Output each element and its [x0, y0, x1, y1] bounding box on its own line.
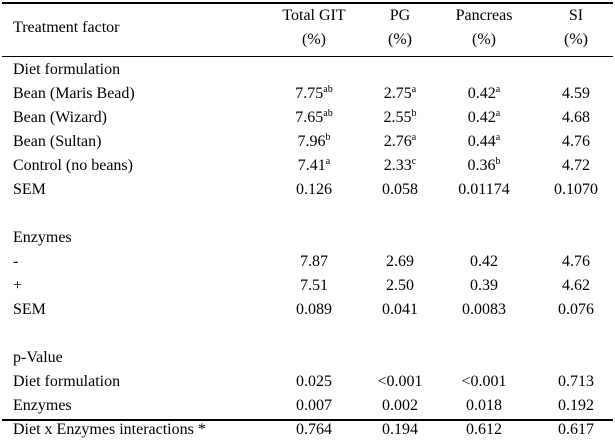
row-label: -: [13, 253, 19, 270]
header-total-git-name: Total GIT: [282, 7, 346, 24]
cell-superscript: a: [495, 84, 501, 95]
cell-value: 0.076: [558, 301, 594, 318]
table-cell: [526, 178, 615, 202]
table-cell: [264, 370, 364, 394]
cell-value: 0.192: [558, 397, 594, 414]
table-cell: [526, 154, 615, 178]
cell-value: 7.65: [295, 109, 324, 126]
header-total-git-unit: (%): [302, 31, 326, 48]
cell-value: 4.68: [562, 109, 590, 126]
header-si-unit: (%): [564, 31, 588, 48]
table-cell: [526, 394, 615, 418]
row-label: Diet x Enzymes interactions *: [13, 421, 206, 438]
table-cell: [264, 130, 364, 154]
cell-value: 7.96: [297, 133, 326, 150]
cell-value: 4.59: [562, 85, 590, 102]
cell-value: 0.42: [467, 109, 496, 126]
table-cell: [434, 394, 534, 418]
cell-superscript: ab: [323, 108, 333, 119]
row-label: Diet formulation: [13, 61, 121, 78]
cell-value: 0.194: [382, 421, 418, 438]
cell-value: 4.72: [562, 157, 590, 174]
cell-value: 2.75: [383, 85, 412, 102]
header-si: [526, 4, 615, 52]
cell-value: 2.69: [386, 253, 414, 270]
cell-value: 0.018: [466, 397, 502, 414]
table-row: [0, 250, 615, 274]
table-cell: [264, 394, 364, 418]
cell-value: 7.41: [297, 157, 326, 174]
cell-superscript: b: [495, 156, 501, 167]
cell-value: 0.089: [296, 301, 332, 318]
table-cell: [526, 250, 615, 274]
cell-value: 0.002: [382, 397, 418, 414]
table-cell: [434, 250, 534, 274]
cell-value: 0.041: [382, 301, 418, 318]
table-row: [0, 394, 615, 418]
row-label: Enzymes: [13, 397, 72, 414]
table-row: [0, 154, 615, 178]
table-row: [0, 82, 615, 106]
cell-value: 0.01174: [458, 181, 510, 198]
table-cell: [526, 298, 615, 322]
cell-superscript: ab: [323, 84, 333, 95]
table-cell: [526, 130, 615, 154]
table-cell: [264, 178, 364, 202]
table-row: [0, 106, 615, 130]
cell-value: 7.87: [300, 253, 328, 270]
cell-value: 0.44: [467, 133, 496, 150]
row-label: Bean (Wizard): [13, 109, 107, 126]
cell-value: 7.75: [295, 85, 324, 102]
table-cell: [526, 370, 615, 394]
table-cell: [264, 250, 364, 274]
cell-value: 4.76: [562, 133, 590, 150]
row-label: Bean (Maris Bead): [13, 85, 135, 102]
cell-superscript: a: [411, 84, 417, 95]
table-row: [0, 322, 615, 346]
table-header-rule: [2, 56, 613, 57]
table-cell: [434, 178, 534, 202]
cell-value: 0.612: [466, 421, 502, 438]
table-cell: [264, 274, 364, 298]
table-cell: [434, 106, 534, 130]
table-row: [0, 178, 615, 202]
table-cell: [434, 154, 534, 178]
cell-value: 0.36: [467, 157, 496, 174]
table-row: [0, 298, 615, 322]
header-si-name: SI: [568, 7, 584, 24]
cell-value: <0.001: [377, 373, 423, 390]
row-label: Diet formulation: [13, 373, 121, 390]
table-cell: [434, 82, 534, 106]
row-label: SEM: [13, 181, 46, 198]
cell-value: 0.058: [382, 181, 418, 198]
cell-value: 0.764: [296, 421, 332, 438]
table-row: [0, 346, 615, 370]
cell-value: 0.126: [296, 181, 332, 198]
cell-superscript: c: [411, 156, 417, 167]
row-label: Enzymes: [13, 229, 72, 246]
row-label: p-Value: [13, 349, 63, 366]
cell-value: 2.55: [383, 109, 412, 126]
cell-value: 0.007: [296, 397, 332, 414]
cell-value: 0.0083: [462, 301, 506, 318]
cell-value: 0.1070: [554, 181, 598, 198]
header-pancreas-unit: (%): [472, 31, 496, 48]
row-label: Bean (Sultan): [13, 133, 102, 150]
cell-value: 4.76: [562, 253, 590, 270]
cell-value: 0.617: [558, 421, 594, 438]
cell-value: 0.713: [558, 373, 594, 390]
table-cell: [264, 154, 364, 178]
table-cell: [434, 130, 534, 154]
table-row: [0, 370, 615, 394]
table-row: [0, 226, 615, 250]
table-bottom-rule: [2, 419, 613, 421]
cell-value: 0.39: [470, 277, 498, 294]
table-cell: [526, 82, 615, 106]
cell-value: 2.76: [383, 133, 412, 150]
cell-value: 4.62: [562, 277, 590, 294]
row-label: +: [13, 277, 23, 294]
table-cell: [434, 274, 534, 298]
table-cell: [526, 274, 615, 298]
cell-superscript: b: [325, 132, 331, 143]
cell-superscript: a: [495, 132, 501, 143]
table-row: [0, 130, 615, 154]
table-cell: [434, 298, 534, 322]
cell-value: 7.51: [300, 277, 328, 294]
cell-value: 2.50: [386, 277, 414, 294]
header-pg-unit: (%): [388, 31, 412, 48]
table-cell: [526, 106, 615, 130]
table-cell: [264, 82, 364, 106]
cell-value: 0.025: [296, 373, 332, 390]
table-cell: [264, 106, 364, 130]
table-cell: [434, 370, 534, 394]
row-label: SEM: [13, 301, 46, 318]
header-pancreas: [434, 4, 534, 52]
header-pg-name: PG: [389, 7, 411, 24]
row-label: Control (no beans): [13, 157, 133, 174]
cell-superscript: b: [411, 108, 417, 119]
header-treatment-factor: Treatment factor: [13, 19, 120, 36]
cell-superscript: a: [495, 108, 501, 119]
header-pancreas-name: Pancreas: [455, 7, 513, 24]
cell-superscript: a: [325, 156, 331, 167]
cell-value: <0.001: [461, 373, 507, 390]
table-row: [0, 274, 615, 298]
table-cell: [264, 298, 364, 322]
table-row: [0, 202, 615, 226]
header-total-git: [264, 4, 364, 52]
table-row: [0, 58, 615, 82]
cell-value: 0.42: [467, 85, 496, 102]
cell-superscript: a: [411, 132, 417, 143]
cell-value: 2.33: [383, 157, 412, 174]
cell-value: 0.42: [470, 253, 498, 270]
